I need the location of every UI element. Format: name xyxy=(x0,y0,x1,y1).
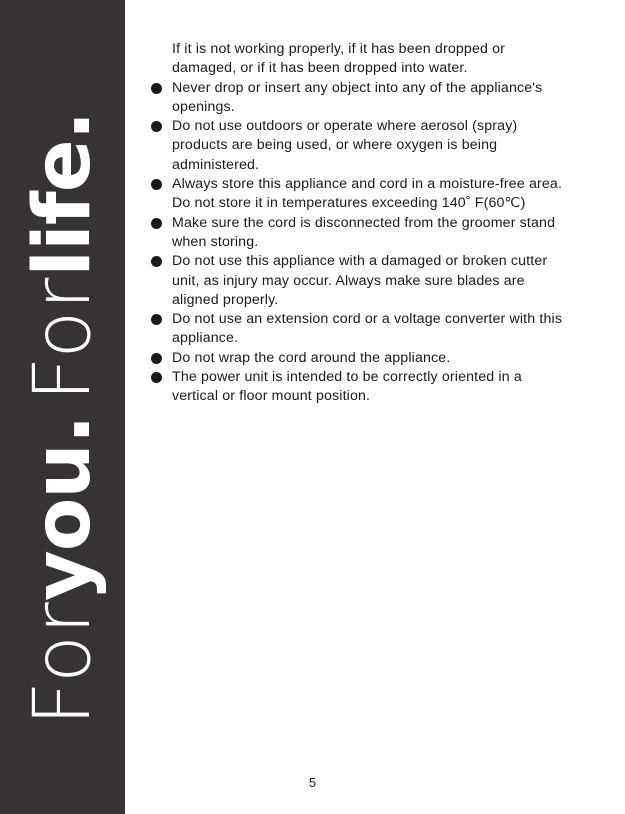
bullet-icon xyxy=(151,179,162,190)
item-line: Do not use an extension cord or a voltage converter with this xyxy=(172,311,563,328)
list-item xyxy=(150,117,610,175)
item-line: Never drop or insert any object into any of the appliance's xyxy=(172,79,543,96)
list-item xyxy=(150,214,610,253)
list-item xyxy=(150,368,610,407)
page-number: 5 xyxy=(308,775,317,790)
bullet-icon xyxy=(151,353,162,364)
list-item xyxy=(150,175,610,214)
bullet-icon xyxy=(151,256,162,267)
item-line: Do not store it in temperatures exceeding 140˚ F(60℃) xyxy=(172,195,526,212)
slogan xyxy=(0,70,125,730)
bullet-icon xyxy=(151,372,162,383)
item-line: vertical or floor mount position. xyxy=(172,388,371,405)
item-line: appliance. xyxy=(172,330,239,347)
item-line: aligned properly. xyxy=(172,291,279,308)
intro-paragraph xyxy=(150,40,610,79)
item-line: Do not use outdoors or operate where aerosol (spray) xyxy=(172,118,518,135)
bullet-icon xyxy=(151,83,162,94)
item-line: Do not wrap the cord around the appliance. xyxy=(172,349,451,366)
item-line: Do not use this appliance with a damaged or broken cutter xyxy=(172,253,548,270)
slogan-word-for-2: For xyxy=(17,276,108,402)
item-line: Always store this appliance and cord in a moisture-free area. xyxy=(172,176,563,193)
bullet-icon xyxy=(151,218,162,229)
intro-line: If it is not working properly, if it has been dropped or xyxy=(172,41,506,57)
slogan-word-life: life. xyxy=(17,111,108,277)
item-line: administered. xyxy=(172,156,260,173)
bullet-icon xyxy=(151,314,162,325)
list-item xyxy=(150,349,610,368)
item-line: Make sure the cord is disconnected from the groomer stand xyxy=(172,214,556,231)
slogan-word-for: For xyxy=(17,601,108,726)
item-line: when storing. xyxy=(172,233,259,250)
list-item xyxy=(150,310,610,349)
item-line: The power unit is intended to be correctly oriented in a xyxy=(172,369,522,386)
safety-instructions xyxy=(150,40,610,407)
list-item xyxy=(150,252,610,310)
item-line: openings. xyxy=(172,98,235,115)
sidebar-banner xyxy=(0,0,125,814)
intro-line: damaged, or if it has been dropped into water. xyxy=(172,60,468,77)
item-line: unit, as injury may occur. Always make sure blades are xyxy=(172,272,525,289)
bullet-icon xyxy=(151,121,162,132)
slogan-word-you: you. xyxy=(17,415,108,602)
list-item xyxy=(150,79,610,118)
item-line: products are being used, or where oxygen is being xyxy=(172,137,498,154)
